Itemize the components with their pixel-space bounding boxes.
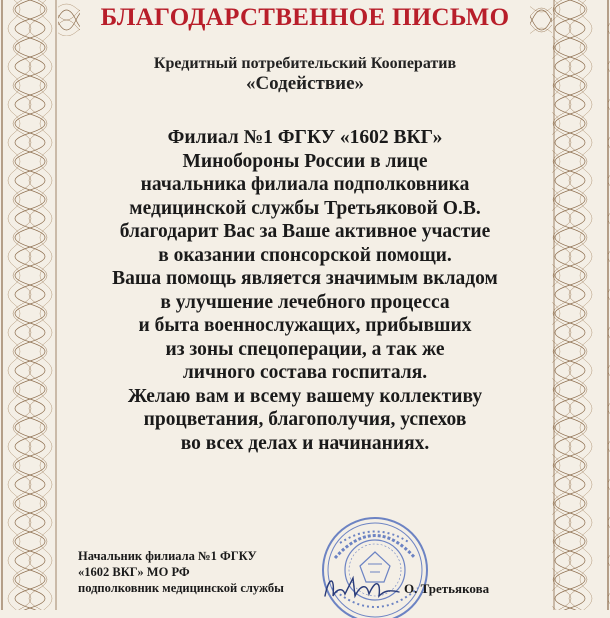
signature-line: подполковник медицинской службы [78,581,284,595]
handwritten-signature-icon [315,566,405,606]
body-line: во всех делах и начинаниях. [180,432,430,454]
signature-block [78,548,284,596]
page-title: БЛАГОДАРСТВЕННОЕ ПИСЬМО [100,4,510,31]
body-line: и быта военнослужащих, прибывших [138,315,472,336]
body-line: Филиал №1 ФГКУ «1602 ВКГ» [167,127,443,148]
body-line: Минобороны России в лице [182,150,428,172]
signer-name: О. Третьякова [404,581,490,596]
body-line: медицинской службы Третьяковой О.В. [129,197,481,219]
organization-type: Кредитный потребительский Кооператив [153,55,457,72]
letter-body [60,126,550,455]
body-line: начальника филиала подполковника [140,174,470,195]
body-line: в улучшение лечебного процесса [160,291,450,313]
signature-line: Начальник филиала №1 ФГКУ [78,549,257,563]
body-line: благодарит Вас за Ваше активное участие [119,221,491,242]
body-line: процветания, благополучия, успехов [143,409,467,430]
body-line: в оказании спонсорской помощи. [158,244,452,266]
organization [0,54,610,94]
body-line: Желаю вам и всему вашему коллективу [127,385,483,407]
organization-name: «Содействие» [245,73,365,94]
body-line: Ваша помощь является значимым вкладом [112,268,498,289]
body-line: из зоны спецоперации, а так же [165,338,445,360]
body-line: личного состава госпиталя. [182,362,428,383]
signature-line: «1602 ВКГ» МО РФ [78,565,190,579]
